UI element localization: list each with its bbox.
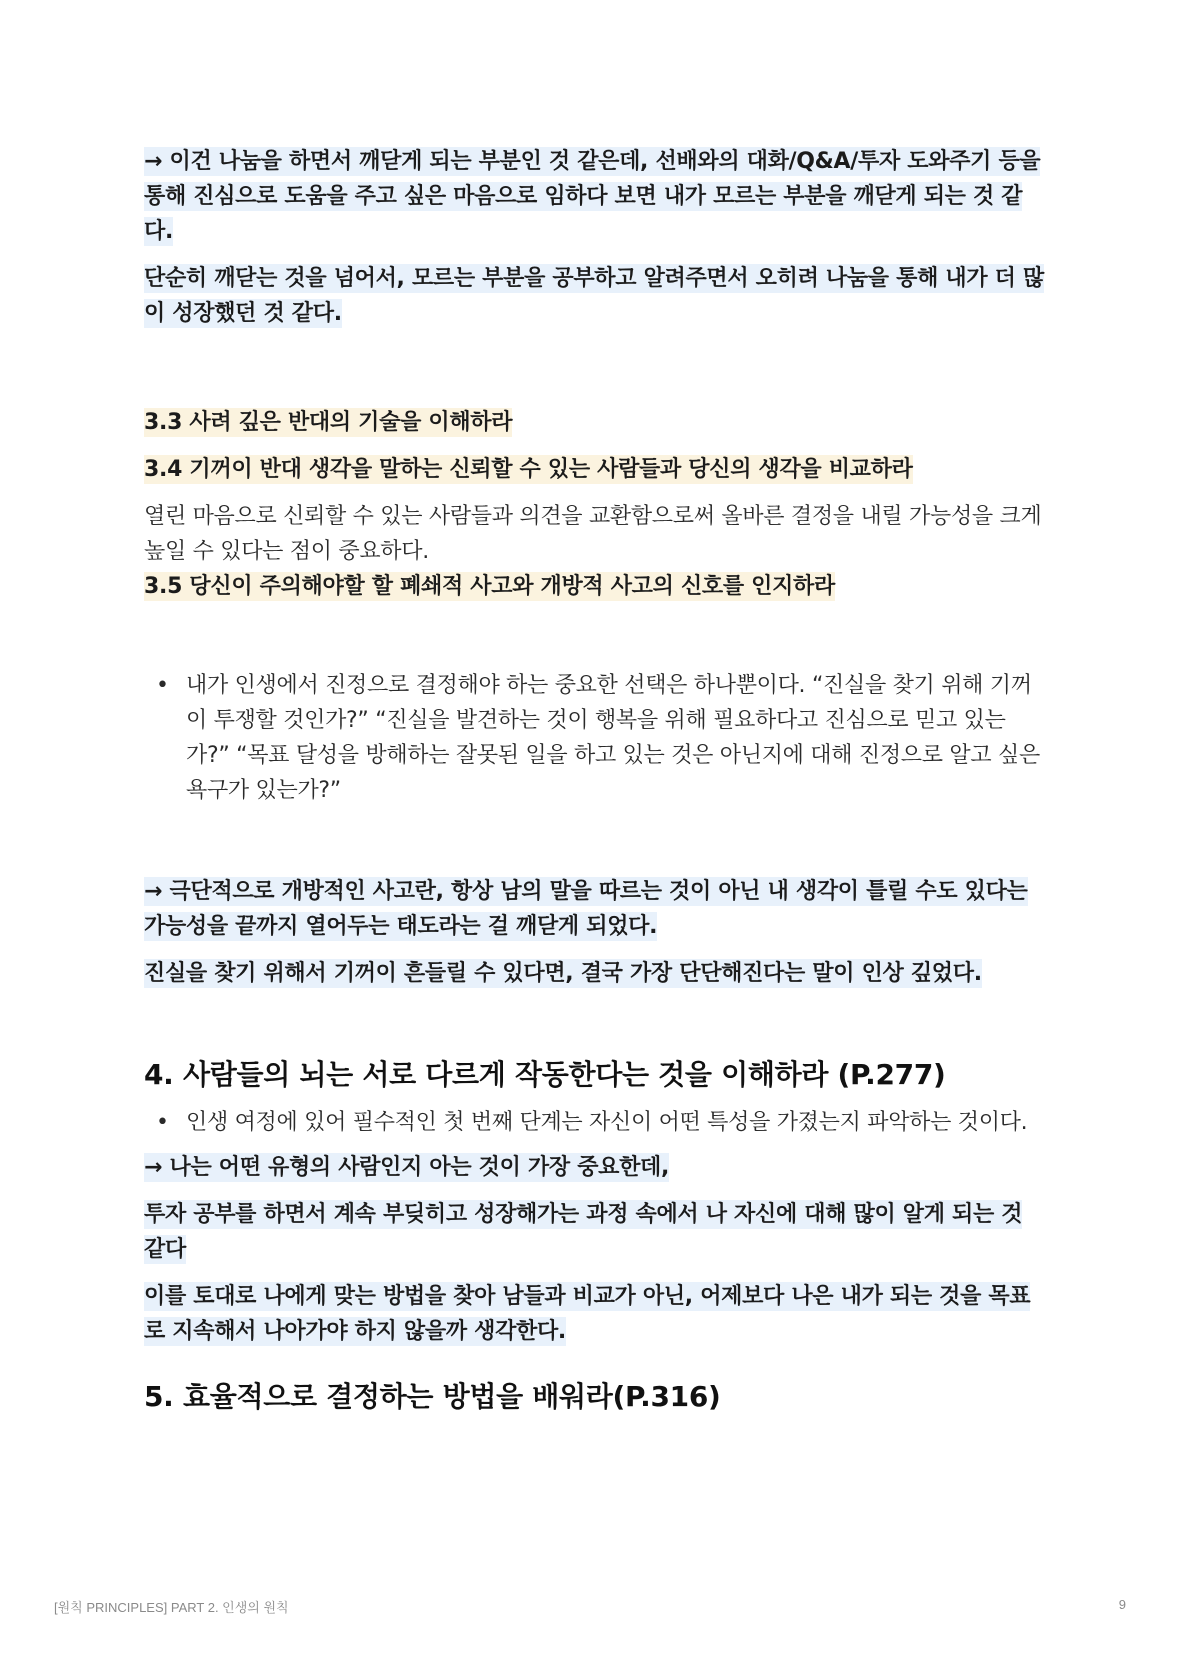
reflection-paragraph: 투자 공부를 하면서 계속 부딪히고 성장해가는 과정 속에서 나 자신에 대해 많이 알게 되는 것 같다 <box>144 1202 1023 1262</box>
bullet-item <box>144 668 1044 808</box>
reflection-paragraph: → 나는 어떤 유형의 사람인지 아는 것이 가장 중요한데, <box>144 1155 670 1180</box>
reflection-paragraph: 이를 토대로 나에게 맞는 방법을 찾아 남들과 비교가 아닌, 어제보다 나은 내가 되는 것을 목표로 지속해서 나아가야 하지 않을까 생각한다. <box>144 1284 1031 1344</box>
section-heading-5: 5. 효율적으로 결정하는 방법을 배워라(P.316) <box>144 1380 721 1413</box>
reflection-paragraph: 단순히 깨닫는 것을 넘어서, 모르는 부분을 공부하고 알려주면서 오히려 나눔을 통해 내가 더 많이 성장했던 것 같다. <box>144 266 1044 326</box>
section-heading-3-4: 3.4 기꺼이 반대 생각을 말하는 신뢰할 수 있는 사람들과 당신의 생각을 비교하라 <box>144 457 913 482</box>
body-paragraph: 열린 마음으로 신뢰할 수 있는 사람들과 의견을 교환함으로써 올바른 결정을 내릴 가능성을 크게 높일 수 있다는 점이 중요하다. <box>144 504 1042 564</box>
bullet-icon: • <box>156 1110 169 1135</box>
bullet-icon: • <box>156 673 169 698</box>
page-footer <box>54 1597 1126 1616</box>
page-number: 9 <box>1118 1597 1126 1612</box>
document-body <box>144 144 1044 1417</box>
bullet-item <box>144 1105 1044 1140</box>
section-heading-3-3: 3.3 사려 깊은 반대의 기술을 이해하라 <box>144 410 513 435</box>
reflection-paragraph: 진실을 찾기 위해서 기꺼이 흔들릴 수 있다면, 결국 가장 단단해진다는 말이 인상 깊었다. <box>144 961 982 986</box>
bullet-text: 인생 여정에 있어 필수적인 첫 번째 단계는 자신이 어떤 특성을 가졌는지 파악하는 것이다. <box>186 1110 1028 1135</box>
reflection-paragraph: → 이건 나눔을 하면서 깨닫게 되는 부분인 것 같은데, 선배와의 대화/Q&A/투자 도와주기 등을 통해 진심으로 도움을 주고 싶은 마음으로 임하다 보면 내가 모르는 부분을 깨닫게 되는 것 같다. <box>144 149 1041 244</box>
reflection-paragraph: → 극단적으로 개방적인 사고란, 항상 남의 말을 따르는 것이 아닌 내 생각이 틀릴 수도 있다는 가능성을 끝까지 열어두는 태도라는 걸 깨닫게 되었다. <box>144 879 1028 939</box>
section-heading-4: 4. 사람들의 뇌는 서로 다르게 작동한다는 것을 이해하라 (P.277) <box>144 1058 946 1091</box>
section-heading-3-5: 3.5 당신이 주의해야할 할 폐쇄적 사고와 개방적 사고의 신호를 인지하라 <box>144 574 835 599</box>
bullet-text: 내가 인생에서 진정으로 결정해야 하는 중요한 선택은 하나뿐이다. “진실을 찾기 위해 기꺼이 투쟁할 것인가?” “진실을 발견하는 것이 행복을 위해 필요하다고 진심으로 믿고 있는가?” “목표 달성을 방해하는 잘못된 일을 하고 있는 것은 아닌지에 대해 진정으로 알고 싶은 욕구가 있는가?” <box>186 673 1040 803</box>
footer-title: [원칙 PRINCIPLES] PART 2. 인생의 원칙 <box>54 1600 289 1615</box>
